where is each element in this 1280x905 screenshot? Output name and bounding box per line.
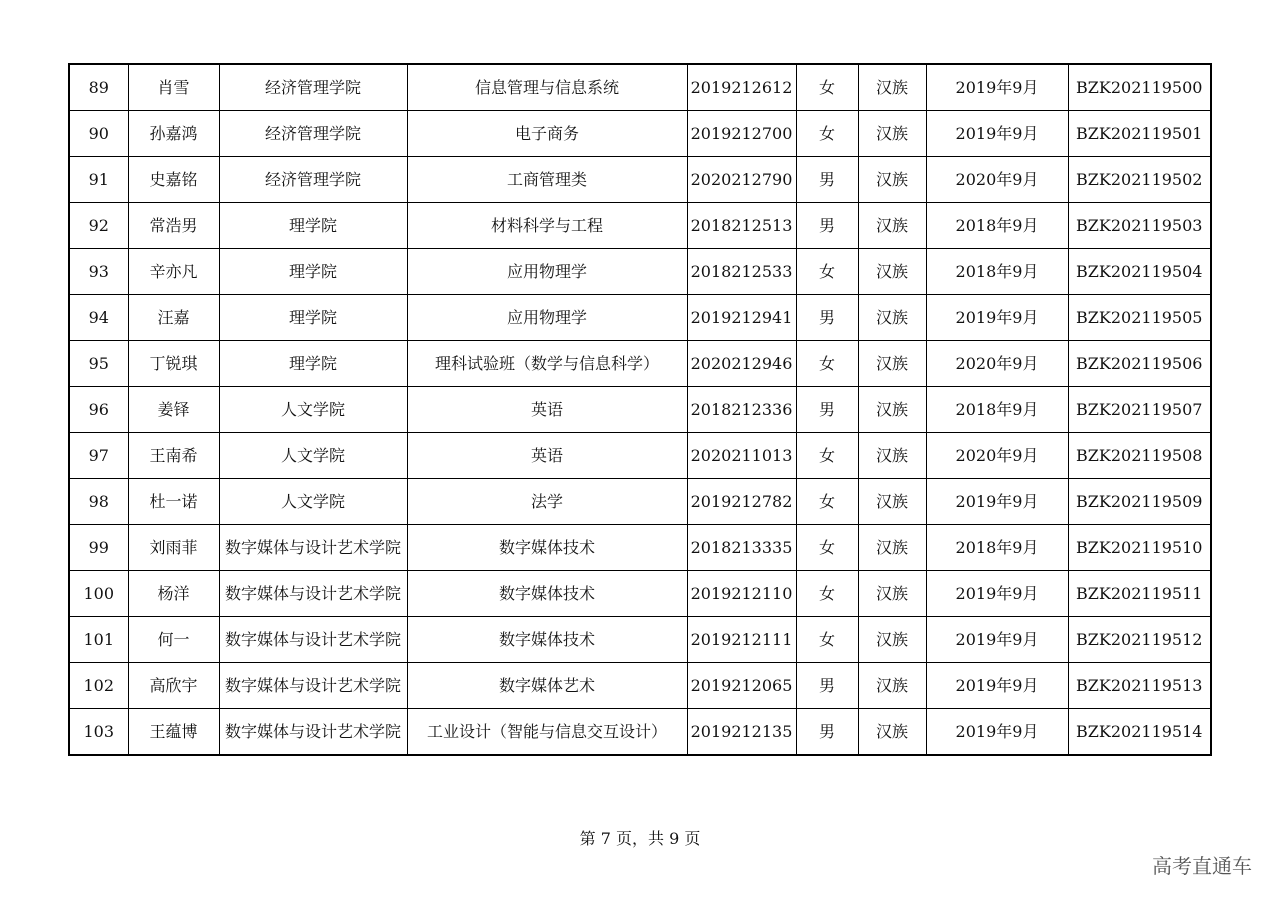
ethnicity-cell: 汉族 bbox=[858, 249, 926, 295]
name-cell: 常浩男 bbox=[128, 203, 219, 249]
ethnicity-cell: 汉族 bbox=[858, 157, 926, 203]
college-cell: 数字媒体与设计艺术学院 bbox=[219, 617, 407, 663]
major-cell: 应用物理学 bbox=[407, 295, 687, 341]
student-id-cell: 2018212533 bbox=[687, 249, 796, 295]
ethnicity-cell: 汉族 bbox=[858, 525, 926, 571]
enroll-date-cell: 2020年9月 bbox=[926, 157, 1068, 203]
enroll-date-cell: 2020年9月 bbox=[926, 433, 1068, 479]
gender-cell: 男 bbox=[796, 387, 858, 433]
college-cell: 数字媒体与设计艺术学院 bbox=[219, 663, 407, 709]
enroll-date-cell: 2020年9月 bbox=[926, 341, 1068, 387]
seq-no-cell: 98 bbox=[69, 479, 128, 525]
gender-cell: 女 bbox=[796, 249, 858, 295]
enroll-date-cell: 2018年9月 bbox=[926, 249, 1068, 295]
student-id-cell: 2019212782 bbox=[687, 479, 796, 525]
major-cell: 英语 bbox=[407, 387, 687, 433]
table-row bbox=[69, 433, 1211, 479]
cert-no-cell: BZK202119500 bbox=[1068, 64, 1211, 111]
enroll-date-cell: 2019年9月 bbox=[926, 111, 1068, 157]
major-cell: 工业设计（智能与信息交互设计） bbox=[407, 709, 687, 756]
cert-no-cell: BZK202119505 bbox=[1068, 295, 1211, 341]
ethnicity-cell: 汉族 bbox=[858, 571, 926, 617]
student-id-cell: 2019212700 bbox=[687, 111, 796, 157]
major-cell: 电子商务 bbox=[407, 111, 687, 157]
name-cell: 刘雨菲 bbox=[128, 525, 219, 571]
table-row bbox=[69, 341, 1211, 387]
student-id-cell: 2018213335 bbox=[687, 525, 796, 571]
name-cell: 何一 bbox=[128, 617, 219, 663]
gender-cell: 女 bbox=[796, 571, 858, 617]
major-cell: 数字媒体技术 bbox=[407, 571, 687, 617]
college-cell: 数字媒体与设计艺术学院 bbox=[219, 525, 407, 571]
college-cell: 数字媒体与设计艺术学院 bbox=[219, 571, 407, 617]
enroll-date-cell: 2019年9月 bbox=[926, 617, 1068, 663]
name-cell: 王南希 bbox=[128, 433, 219, 479]
name-cell: 史嘉铭 bbox=[128, 157, 219, 203]
cert-no-cell: BZK202119501 bbox=[1068, 111, 1211, 157]
table-row bbox=[69, 709, 1211, 756]
cert-no-cell: BZK202119512 bbox=[1068, 617, 1211, 663]
student-id-cell: 2018212513 bbox=[687, 203, 796, 249]
seq-no-cell: 94 bbox=[69, 295, 128, 341]
seq-no-cell: 102 bbox=[69, 663, 128, 709]
major-cell: 英语 bbox=[407, 433, 687, 479]
seq-no-cell: 99 bbox=[69, 525, 128, 571]
table-row bbox=[69, 617, 1211, 663]
name-cell: 高欣宇 bbox=[128, 663, 219, 709]
seq-no-cell: 96 bbox=[69, 387, 128, 433]
college-cell: 理学院 bbox=[219, 203, 407, 249]
enroll-date-cell: 2019年9月 bbox=[926, 64, 1068, 111]
student-id-cell: 2018212336 bbox=[687, 387, 796, 433]
gender-cell: 男 bbox=[796, 157, 858, 203]
table-row bbox=[69, 157, 1211, 203]
gender-cell: 女 bbox=[796, 64, 858, 111]
name-cell: 肖雪 bbox=[128, 64, 219, 111]
seq-no-cell: 101 bbox=[69, 617, 128, 663]
gender-cell: 男 bbox=[796, 203, 858, 249]
enroll-date-cell: 2019年9月 bbox=[926, 571, 1068, 617]
college-cell: 人文学院 bbox=[219, 433, 407, 479]
student-id-cell: 2019212065 bbox=[687, 663, 796, 709]
roster-body bbox=[69, 64, 1211, 755]
student-id-cell: 2019212135 bbox=[687, 709, 796, 756]
ethnicity-cell: 汉族 bbox=[858, 341, 926, 387]
student-id-cell: 2020212946 bbox=[687, 341, 796, 387]
ethnicity-cell: 汉族 bbox=[858, 433, 926, 479]
seq-no-cell: 97 bbox=[69, 433, 128, 479]
seq-no-cell: 95 bbox=[69, 341, 128, 387]
table-row bbox=[69, 203, 1211, 249]
ethnicity-cell: 汉族 bbox=[858, 663, 926, 709]
cert-no-cell: BZK202119513 bbox=[1068, 663, 1211, 709]
cert-no-cell: BZK202119507 bbox=[1068, 387, 1211, 433]
seq-no-cell: 89 bbox=[69, 64, 128, 111]
gender-cell: 男 bbox=[796, 709, 858, 756]
table-row bbox=[69, 64, 1211, 111]
enroll-date-cell: 2019年9月 bbox=[926, 663, 1068, 709]
table-row bbox=[69, 571, 1211, 617]
student-id-cell: 2019212612 bbox=[687, 64, 796, 111]
cert-no-cell: BZK202119514 bbox=[1068, 709, 1211, 756]
name-cell: 杜一诺 bbox=[128, 479, 219, 525]
major-cell: 法学 bbox=[407, 479, 687, 525]
major-cell: 数字媒体艺术 bbox=[407, 663, 687, 709]
ethnicity-cell: 汉族 bbox=[858, 617, 926, 663]
enroll-date-cell: 2019年9月 bbox=[926, 295, 1068, 341]
watermark-logo: 高考直通车 bbox=[1152, 854, 1252, 878]
seq-no-cell: 90 bbox=[69, 111, 128, 157]
gender-cell: 女 bbox=[796, 111, 858, 157]
seq-no-cell: 92 bbox=[69, 203, 128, 249]
college-cell: 人文学院 bbox=[219, 387, 407, 433]
cert-no-cell: BZK202119503 bbox=[1068, 203, 1211, 249]
enroll-date-cell: 2018年9月 bbox=[926, 387, 1068, 433]
table-row bbox=[69, 663, 1211, 709]
ethnicity-cell: 汉族 bbox=[858, 387, 926, 433]
seq-no-cell: 100 bbox=[69, 571, 128, 617]
student-id-cell: 2019212941 bbox=[687, 295, 796, 341]
cert-no-cell: BZK202119506 bbox=[1068, 341, 1211, 387]
ethnicity-cell: 汉族 bbox=[858, 479, 926, 525]
major-cell: 材料科学与工程 bbox=[407, 203, 687, 249]
gender-cell: 女 bbox=[796, 341, 858, 387]
gender-cell: 男 bbox=[796, 663, 858, 709]
name-cell: 王蕴博 bbox=[128, 709, 219, 756]
student-id-cell: 2019212111 bbox=[687, 617, 796, 663]
gender-cell: 女 bbox=[796, 433, 858, 479]
major-cell: 数字媒体技术 bbox=[407, 525, 687, 571]
table-row bbox=[69, 295, 1211, 341]
student-id-cell: 2019212110 bbox=[687, 571, 796, 617]
major-cell: 数字媒体技术 bbox=[407, 617, 687, 663]
cert-no-cell: BZK202119502 bbox=[1068, 157, 1211, 203]
enroll-date-cell: 2019年9月 bbox=[926, 479, 1068, 525]
gender-cell: 女 bbox=[796, 525, 858, 571]
gender-cell: 男 bbox=[796, 295, 858, 341]
cert-no-cell: BZK202119508 bbox=[1068, 433, 1211, 479]
major-cell: 信息管理与信息系统 bbox=[407, 64, 687, 111]
seq-no-cell: 103 bbox=[69, 709, 128, 756]
gender-cell: 女 bbox=[796, 479, 858, 525]
cert-no-cell: BZK202119504 bbox=[1068, 249, 1211, 295]
college-cell: 经济管理学院 bbox=[219, 111, 407, 157]
page-footer: 第 7 页，共 9 页 bbox=[579, 829, 701, 848]
table-row bbox=[69, 387, 1211, 433]
enroll-date-cell: 2018年9月 bbox=[926, 203, 1068, 249]
student-roster-table bbox=[68, 63, 1212, 756]
seq-no-cell: 93 bbox=[69, 249, 128, 295]
college-cell: 经济管理学院 bbox=[219, 64, 407, 111]
student-id-cell: 2020212790 bbox=[687, 157, 796, 203]
major-cell: 应用物理学 bbox=[407, 249, 687, 295]
table-row bbox=[69, 479, 1211, 525]
name-cell: 汪嘉 bbox=[128, 295, 219, 341]
ethnicity-cell: 汉族 bbox=[858, 709, 926, 756]
table-row bbox=[69, 111, 1211, 157]
name-cell: 杨洋 bbox=[128, 571, 219, 617]
name-cell: 孙嘉鸿 bbox=[128, 111, 219, 157]
enroll-date-cell: 2019年9月 bbox=[926, 709, 1068, 756]
college-cell: 数字媒体与设计艺术学院 bbox=[219, 709, 407, 756]
table-row bbox=[69, 249, 1211, 295]
cert-no-cell: BZK202119510 bbox=[1068, 525, 1211, 571]
college-cell: 经济管理学院 bbox=[219, 157, 407, 203]
major-cell: 理科试验班（数学与信息科学） bbox=[407, 341, 687, 387]
table-row bbox=[69, 525, 1211, 571]
name-cell: 姜铎 bbox=[128, 387, 219, 433]
seq-no-cell: 91 bbox=[69, 157, 128, 203]
gender-cell: 女 bbox=[796, 617, 858, 663]
ethnicity-cell: 汉族 bbox=[858, 111, 926, 157]
cert-no-cell: BZK202119511 bbox=[1068, 571, 1211, 617]
ethnicity-cell: 汉族 bbox=[858, 64, 926, 111]
enroll-date-cell: 2018年9月 bbox=[926, 525, 1068, 571]
name-cell: 辛亦凡 bbox=[128, 249, 219, 295]
name-cell: 丁锐琪 bbox=[128, 341, 219, 387]
ethnicity-cell: 汉族 bbox=[858, 295, 926, 341]
student-id-cell: 2020211013 bbox=[687, 433, 796, 479]
college-cell: 理学院 bbox=[219, 249, 407, 295]
college-cell: 理学院 bbox=[219, 295, 407, 341]
ethnicity-cell: 汉族 bbox=[858, 203, 926, 249]
cert-no-cell: BZK202119509 bbox=[1068, 479, 1211, 525]
college-cell: 理学院 bbox=[219, 341, 407, 387]
major-cell: 工商管理类 bbox=[407, 157, 687, 203]
college-cell: 人文学院 bbox=[219, 479, 407, 525]
